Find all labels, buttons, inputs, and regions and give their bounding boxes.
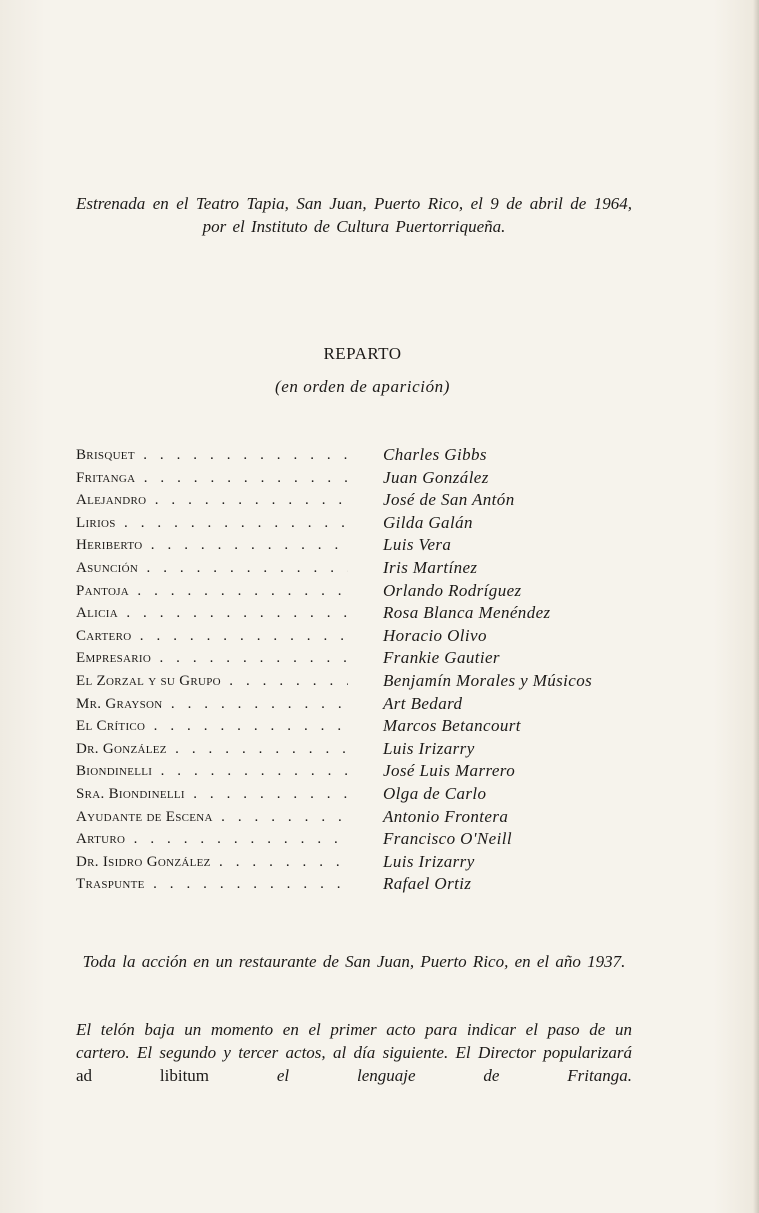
actor-name: Antonio Frontera (383, 806, 509, 826)
actor-name: Benjamín Morales y Músicos (383, 670, 593, 690)
cast-row (76, 831, 646, 854)
role-name: Arturo . . . (76, 831, 348, 848)
setting-note: Toda la acción en un restaurante de San Juan, Puerto Rico, en el año 1937. (82, 952, 626, 971)
cast-row (76, 537, 646, 560)
role-name: Brisquet . . . (76, 447, 348, 464)
cast-row (76, 670, 646, 696)
staging-note-latin: ad libitum (76, 1066, 210, 1085)
role-name: Biondinelli . . . (76, 763, 348, 780)
cast-list (76, 447, 646, 899)
role-name: Alejandro . . . (76, 492, 348, 509)
role-name: Pantoja . . . (76, 583, 348, 600)
role-name: Ayudante de Escena . . . (76, 809, 348, 826)
premiere-note: Estrenada en el Teatro Tapia, San Juan, Puerto Rico, el 9 de abril de 1964, por el Instituto de Cultura Puertorriqueña. (76, 194, 632, 236)
actor-name: Iris Martínez (383, 557, 478, 577)
actor-name: Rafael Ortiz (383, 874, 472, 894)
actor-name: Art Bedard (383, 693, 463, 713)
cast-row (76, 783, 646, 809)
cast-row (76, 625, 646, 651)
cast-row (76, 447, 646, 470)
role-name: Lirios . . . (76, 515, 348, 532)
actor-name: Luis Irizarry (383, 851, 475, 871)
actor-name: Horacio Olivo (383, 625, 487, 645)
cast-row (76, 650, 646, 673)
actor-name: Rosa Blanca Menéndez (383, 603, 551, 623)
role-name: Traspunte . . . (76, 876, 348, 893)
role-name: Empresario . . . (76, 650, 348, 667)
cast-row (76, 467, 646, 493)
cast-row (76, 605, 646, 628)
actor-name: Juan González (383, 467, 489, 487)
role-name: Dr. Isidro González . . . (76, 854, 348, 871)
cast-row (76, 557, 646, 583)
actor-name: Marcos Betancourt (383, 716, 521, 736)
actor-name: Frankie Gautier (383, 648, 500, 668)
role-name: Sra. Biondinelli . . . (76, 786, 348, 803)
actor-name: Orlando Rodríguez (383, 580, 522, 600)
cast-row (76, 693, 646, 719)
actor-name: Francisco O'Neill (383, 829, 512, 849)
actor-name: Olga de Carlo (383, 783, 487, 803)
cast-row (76, 738, 646, 764)
role-name: El Crítico . . . (76, 718, 348, 735)
cast-row (76, 580, 646, 606)
cast-row (76, 492, 646, 515)
actor-name: José de San Antón (383, 490, 515, 510)
role-name: Dr. González . . . (76, 741, 348, 758)
cast-row (76, 851, 646, 877)
page-edge-shadow (753, 0, 759, 1213)
staging-note-text: El telón baja un momento en el primer acto para indicar el paso de un cartero. El segundo y tercer actos, al día siguiente. El Director popularizará (76, 1020, 632, 1062)
role-name: Alicia . . . (76, 605, 348, 622)
role-name: Fritanga . . . (76, 470, 348, 487)
actor-name: Luis Vera (383, 535, 452, 555)
cast-subheading: (en orden de aparición) (274, 377, 451, 396)
cast-heading: REPARTO (323, 344, 402, 363)
cast-row (76, 876, 646, 899)
cast-row (76, 512, 646, 538)
role-name: Heriberto . . . (76, 537, 348, 554)
cast-row (76, 763, 646, 786)
role-name: Cartero . . . (76, 628, 348, 645)
staging-note (76, 1018, 632, 1087)
role-name: Mr. Grayson . . . (76, 696, 348, 713)
role-name: El Zorzal y su Grupo . . . (76, 673, 348, 690)
actor-name: Charles Gibbs (383, 445, 487, 464)
actor-name: Luis Irizarry (383, 738, 475, 758)
cast-row (76, 718, 646, 741)
cast-row (76, 806, 646, 832)
staging-note-end: el lenguaje de Fritanga. (276, 1066, 632, 1085)
role-name: Asunción . . . (76, 560, 348, 577)
actor-name: José Luis Marrero (383, 761, 516, 781)
actor-name: Gilda Galán (383, 512, 473, 532)
